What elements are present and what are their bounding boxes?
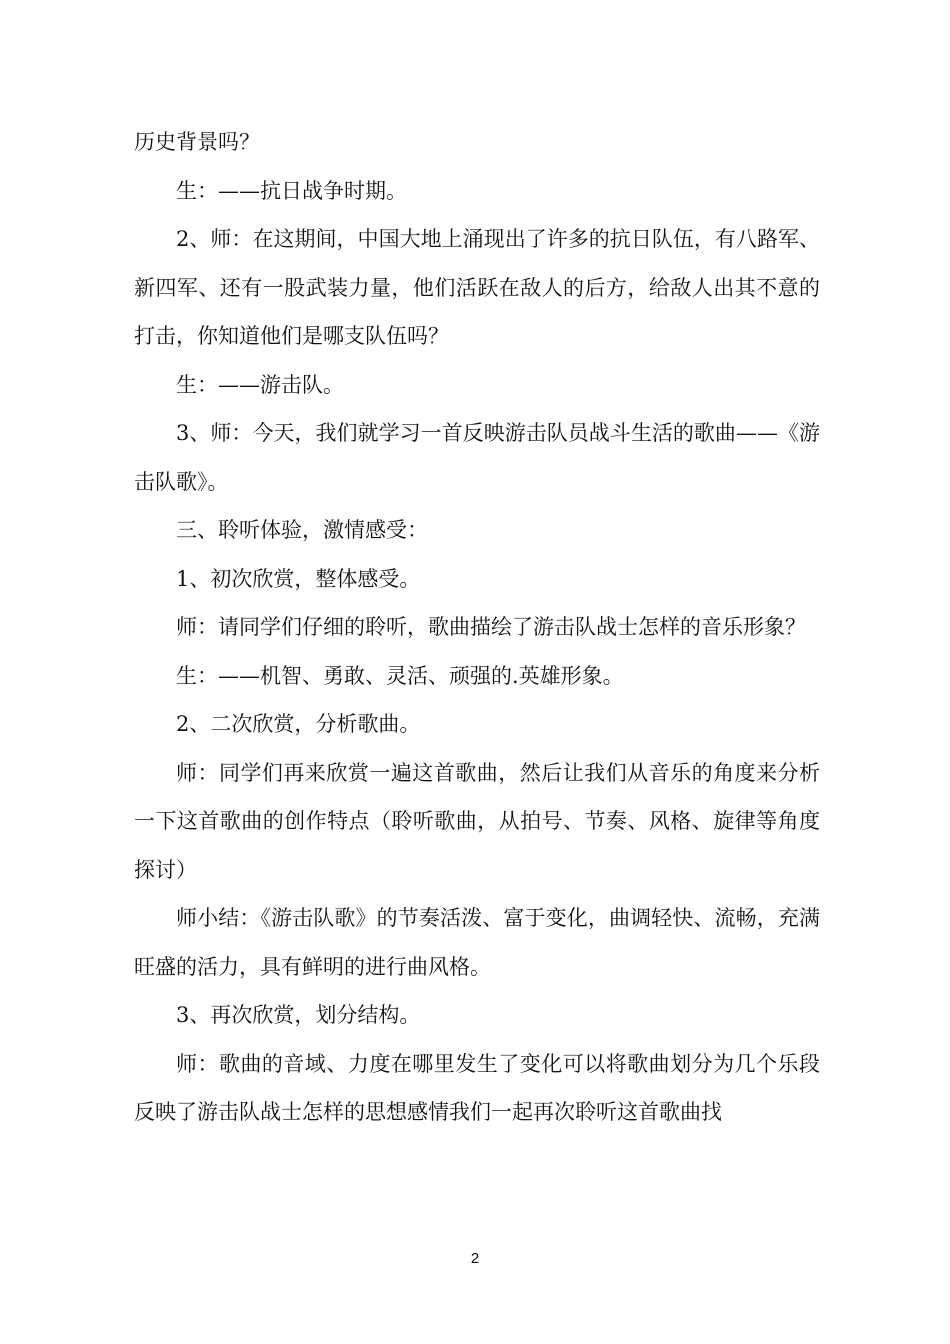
paragraph-13: 3、再次欣赏，划分结构。 bbox=[176, 1003, 421, 1027]
paragraph-3: 2、师：在这期间，中国大地上涌现出了许多的抗日队伍，有八路军、新四军、还有一股武装力量，他们活跃在敌人的后方，给敌人出其不意的打击，你知道他们是哪支队伍吗？ bbox=[134, 227, 820, 348]
paragraph-7: 1、初次欣赏，整体感受。 bbox=[176, 566, 421, 591]
paragraph-9: 生：——机智、勇敢、灵活、顽强的.英雄形象。 bbox=[176, 663, 624, 688]
paragraph-12: 师小结：《游击队歌》的节奏活泼、富于变化，曲调轻快、流畅，充满旺盛的活力，具有鲜明的进行曲风格。 bbox=[134, 906, 820, 979]
paragraph-11: 师：同学们再来欣赏一遍这首歌曲，然后让我们从音乐的角度来分析一下这首歌曲的创作特点（聆听歌曲，从拍号、节奏、风格、旋律等角度探讨） bbox=[134, 760, 820, 882]
paragraph-8: 师：请同学们仔细的聆听，歌曲描绘了游击队战士怎样的音乐形象？ bbox=[176, 615, 806, 639]
page-number: 2 bbox=[470, 1250, 480, 1267]
paragraph-6: 三、聆听体验，激情感受： bbox=[176, 518, 428, 542]
paragraph-5: 3、师：今天，我们就学习一首反映游击队员战斗生活的歌曲——《游击队歌》。 bbox=[134, 421, 820, 494]
paragraph-2: 生：——抗日战争时期。 bbox=[176, 178, 407, 203]
document-body bbox=[134, 118, 820, 1137]
paragraph-14: 师：歌曲的音域、力度在哪里发生了变化可以将歌曲划分为几个乐段反映了游击队战士怎样的思想感情我们一起再次聆听这首歌曲找 bbox=[134, 1051, 820, 1124]
paragraph-10: 2、二次欣赏，分析歌曲。 bbox=[176, 712, 421, 736]
paragraph-1: 历史背景吗？ bbox=[134, 130, 260, 154]
paragraph-4: 生：——游击队。 bbox=[176, 372, 344, 397]
